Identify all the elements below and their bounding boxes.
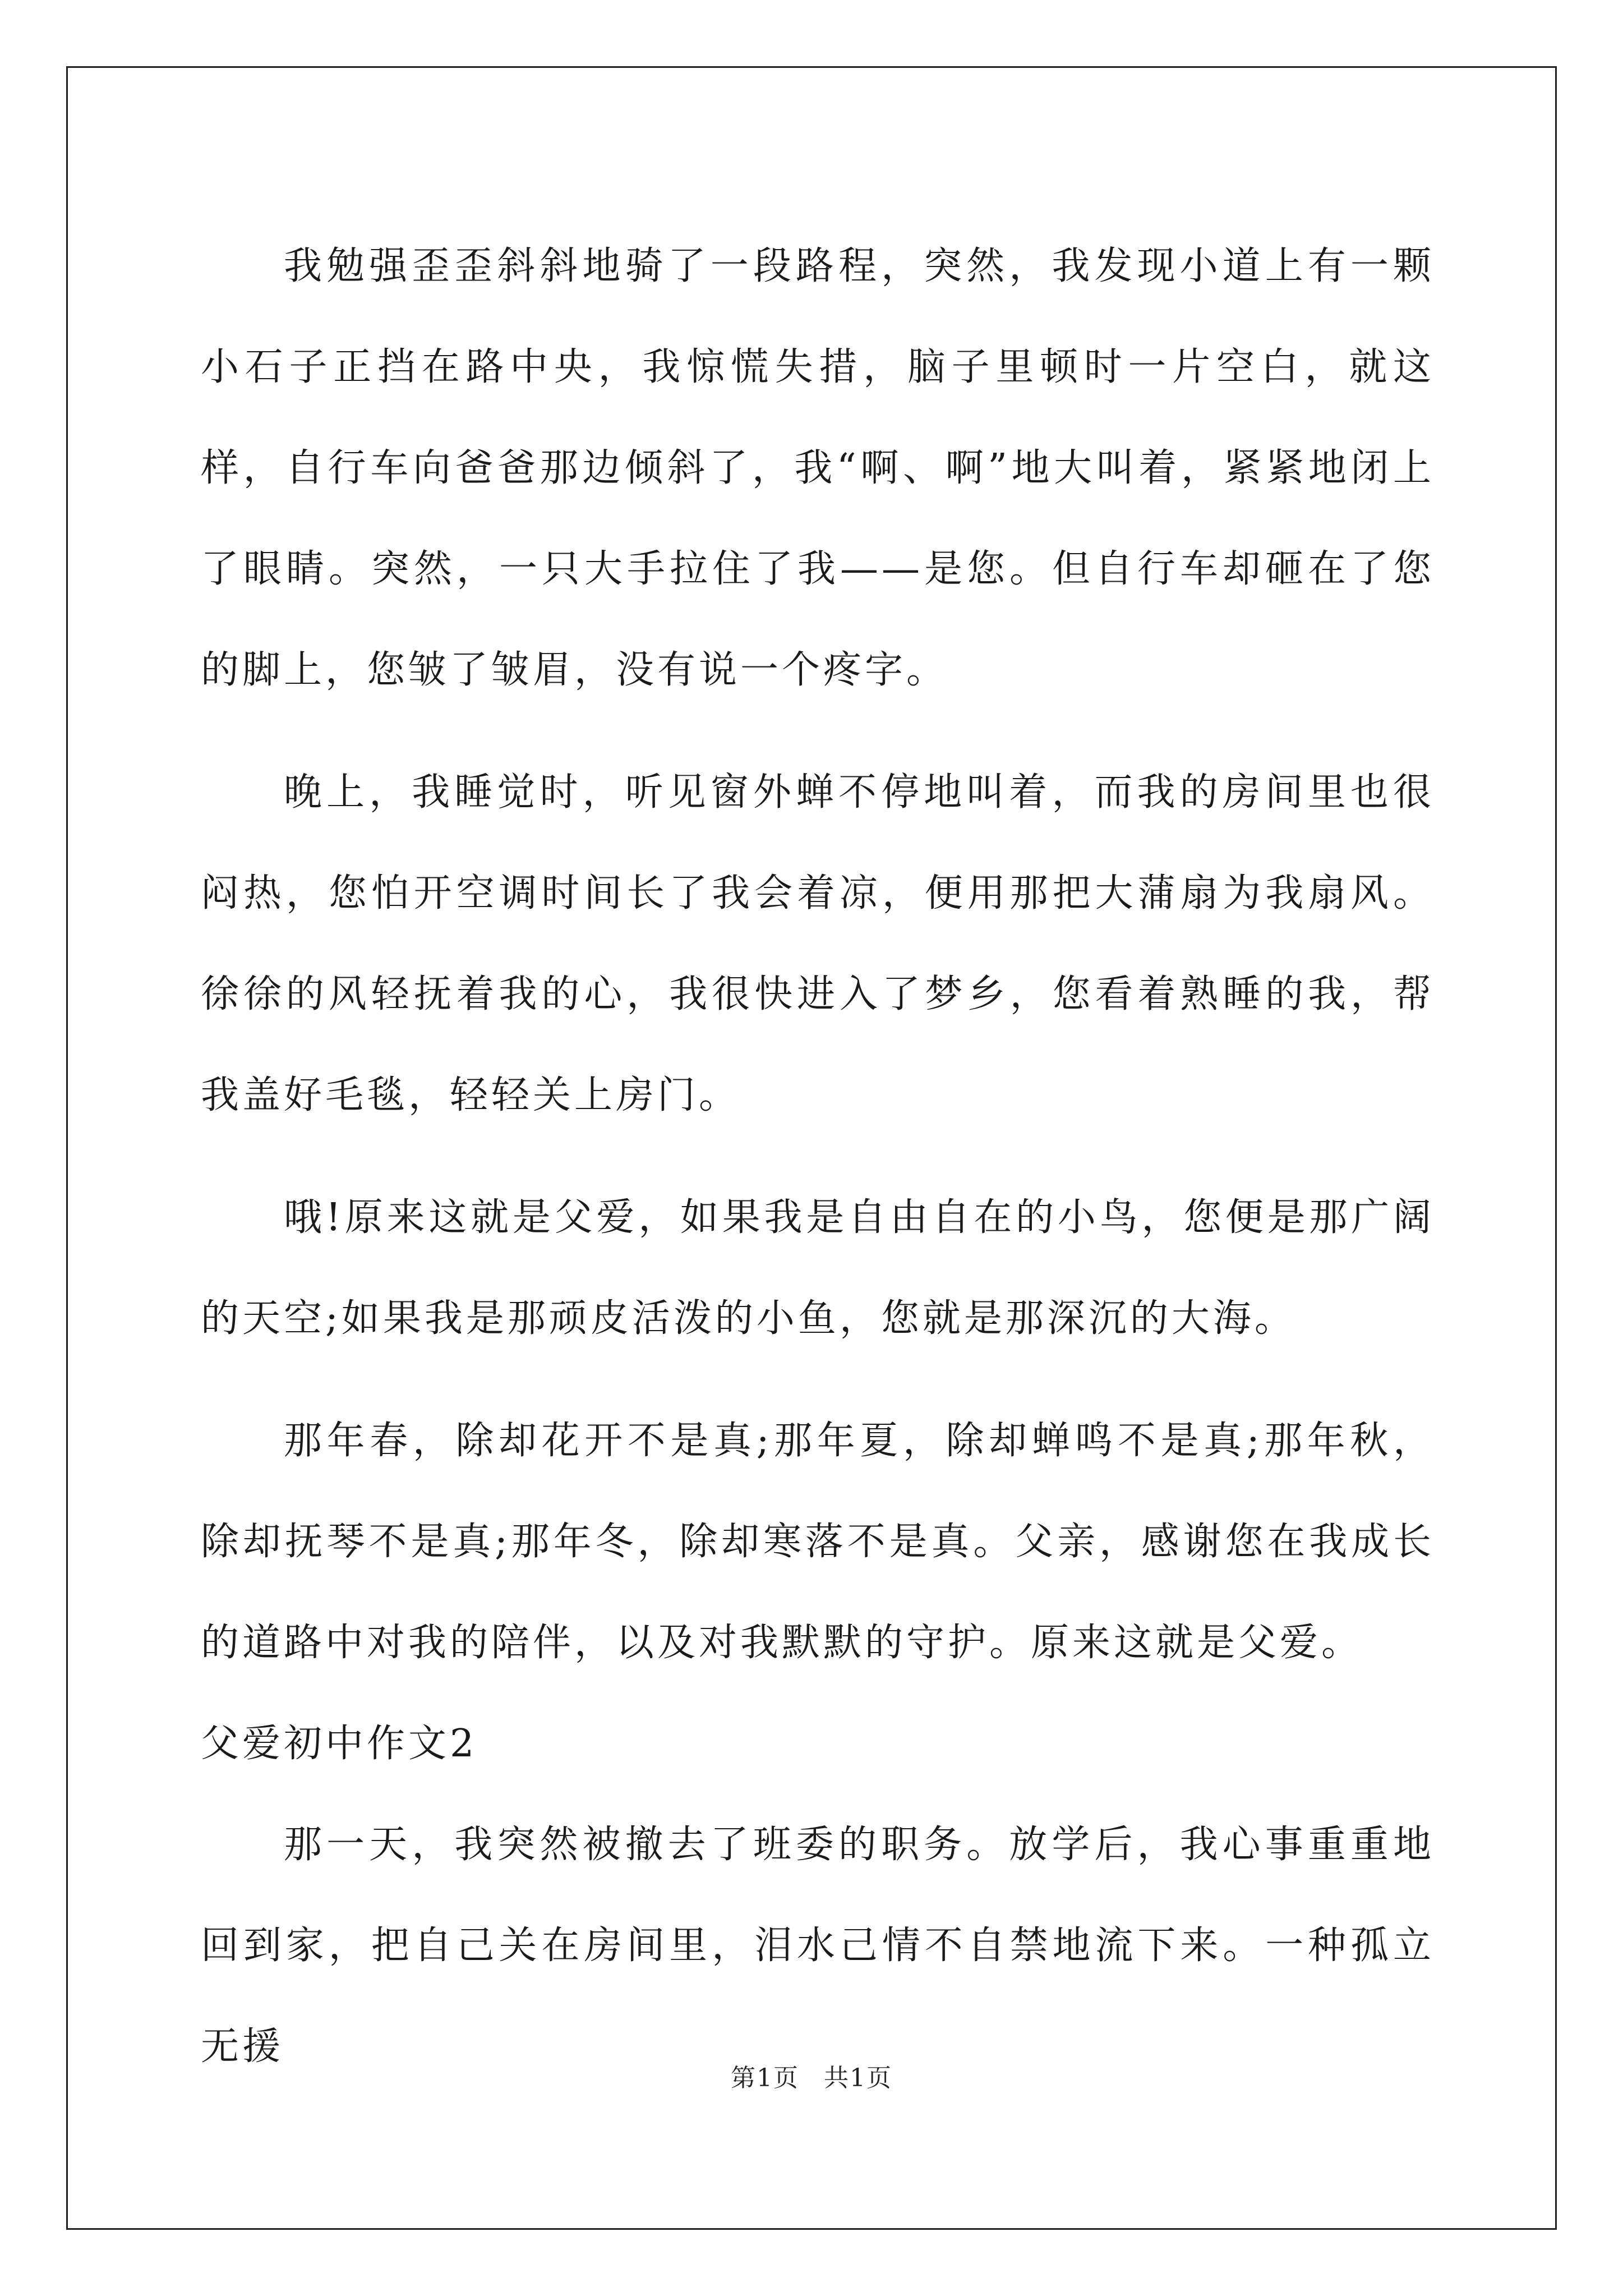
- paragraph-5: 那一天，我突然被撤去了班委的职务。放学后，我心事重重地回到家，把自己关在房间里，泪水己情不自禁地流下来。一种孤立无援: [201, 1823, 1435, 2069]
- page-total: 共1页: [824, 2064, 892, 2092]
- section-title: 父爱初中作文2: [201, 1722, 478, 1766]
- paragraph-2: 晚上，我睡觉时，听见窗外蝉不停地叫着，而我的房间里也很闷热，您怕开空调时间长了我会着凉，便用那把大蒲扇为我扇风。徐徐的风轻抚着我的心，我很快进入了梦乡，您看着熟睡的我，帮我盖好毛毯，轻轻关上房门。: [201, 770, 1435, 1117]
- paragraph-4: 那年春，除却花开不是真;那年夏，除却蝉鸣不是真;那年秋，除却抚琴不是真;那年冬，除却寒落不是真。父亲，感谢您在我成长的道路中对我的陪伴，以及对我默默的守护。原来这就是父爱。: [201, 1419, 1435, 1665]
- page-number: 第1页: [731, 2064, 799, 2092]
- page-footer: [0, 2058, 1623, 2093]
- paragraph-3: 哦!原来这就是父爱，如果我是自由自在的小鸟，您便是那广阔的天空;如果我是那顽皮活泼的小鱼，您就是那深沉的大海。: [201, 1195, 1435, 1341]
- document-body: [201, 216, 1435, 2097]
- paragraph-1: 我勉强歪歪斜斜地骑了一段路程，突然，我发现小道上有一颗小石子正挡在路中央，我惊慌失措，脑子里顿时一片空白，就这样，自行车向爸爸那边倾斜了，我“啊、啊”地大叫着，紧紧地闭上了眼睛。突然，一只大手拉住了我——是您。但自行车却砸在了您的脚上，您皱了皱眉，没有说一个疼字。: [201, 244, 1435, 692]
